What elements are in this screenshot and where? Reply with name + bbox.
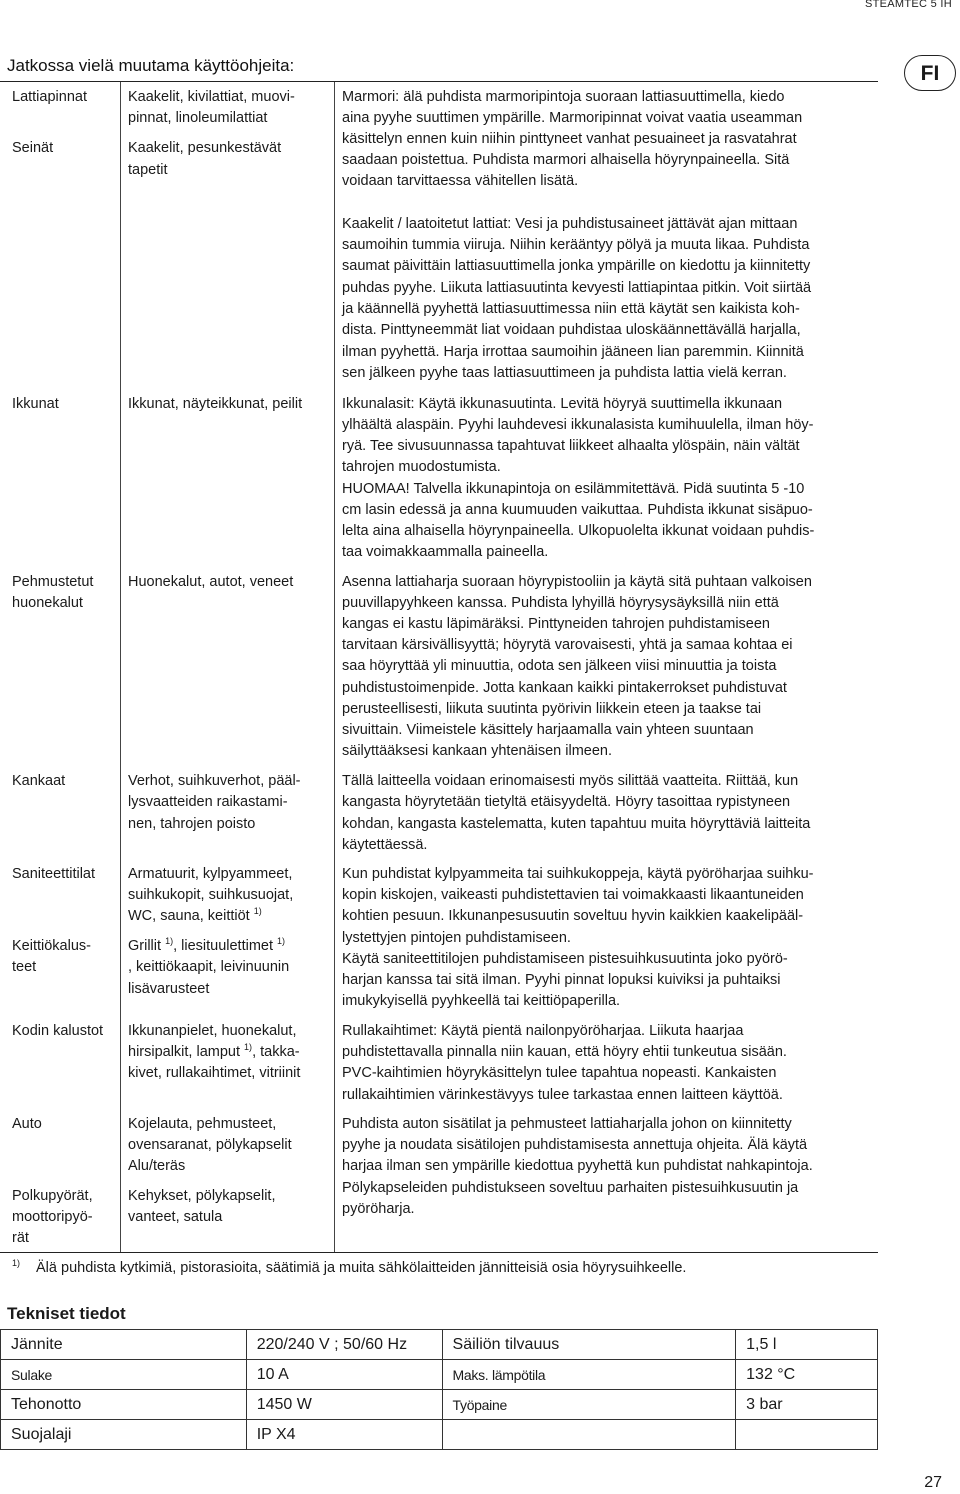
instruction-text: Tällä laitteella voidaan erinomaisesti myös silittää vaatteita. Riittää, kun	[342, 773, 799, 789]
instruction-text: cm lasin edessä ja anna kuumuuden vaikuttaa. Puhdista ikkunat sisäpuo-	[342, 502, 813, 518]
column-divider-2	[334, 82, 335, 1252]
spec-value: 132 °C	[736, 1360, 878, 1390]
instruction-text: saumat päivittäin lattiasuuttimella jonka ympärille on kiedottu ja kiinnitetty	[342, 258, 811, 274]
spec-value: IP X4	[246, 1420, 442, 1450]
material-text: suihkukopit, suihkusuojat,	[128, 887, 294, 903]
spec-label: Sulake	[1, 1360, 247, 1390]
surface-label: Ikkunat	[12, 396, 59, 412]
spec-label: Työpaine	[442, 1390, 736, 1420]
instruction-text: Käytä saniteettitilojen puhdistamiseen pistesuihkusuutinta joko pyörö-	[342, 951, 788, 967]
instruction-text: pyöröharja.	[342, 1201, 415, 1217]
material-text-content: hirsipalkit, lamput	[128, 1044, 241, 1060]
material-text-content: Grillit	[128, 938, 162, 954]
instruction-text: lystettyjen pintojen puhdistamiseen.	[342, 930, 571, 946]
surface-label: Kankaat	[12, 773, 66, 789]
instruction-text: HUOMAA! Talvella ikkunapintoja on esilämmitettävä. Pidä suutinta 5 -10	[342, 481, 805, 497]
material-text: Kaakelit, kivilattiat, muovi-	[128, 89, 295, 105]
footnote	[12, 1258, 686, 1280]
tech-specs-table	[0, 1329, 878, 1450]
instruction-text: lelta aina alhaisella höyrynpaineella. Ulkopuolelta ikkunat voidaan puhdis-	[342, 523, 815, 539]
material-text: vanteet, satula	[128, 1209, 223, 1225]
instruction-text: ilman pyyhettä. Harja irrottaa saumoihin jääneen lian paremmin. Kiinnitä	[342, 344, 804, 360]
material-text: Armatuurit, kylpyammeet,	[128, 866, 293, 882]
surface-label: teet	[12, 959, 37, 975]
material-text	[128, 906, 262, 927]
spec-label: Jännite	[1, 1330, 247, 1360]
table-row	[1, 1360, 878, 1390]
surface-label: Kodin kalustot	[12, 1023, 104, 1039]
footnote-ref: 1)	[244, 1042, 253, 1053]
instruction-text: PVC-kaihtimien höyrykäsittelyn tulee tapahtua nopeasti. Kankaisten	[342, 1065, 777, 1081]
material-text: Huonekalut, autot, veneet	[128, 574, 294, 590]
instruction-text: Pölykapseleiden puhdistukseen soveltuu parhaiten pistesuihkusuutin ja	[342, 1180, 799, 1196]
instruction-text: puuvillapyyhkeen kanssa. Puhdista lyhyillä höyrysysäyksillä niin että	[342, 595, 779, 611]
tech-specs-title: Tekniset tiedot	[7, 1304, 126, 1323]
spec-value: 1450 W	[246, 1390, 442, 1420]
spec-value: 220/240 V ; 50/60 Hz	[246, 1330, 442, 1360]
material-text	[128, 1042, 300, 1063]
instruction-text: Rullakaihtimet: Käytä pientä nailonpyöröharjaa. Liikuta haarjaa	[342, 1023, 744, 1039]
surface-label: Auto	[12, 1116, 42, 1132]
instruction-text: taa voimakkaammalla paineella.	[342, 544, 549, 560]
surface-label: Polkupyörät,	[12, 1188, 93, 1204]
surface-label: Keittiökalus-	[12, 938, 91, 954]
instruction-text: dista. Pinttyneemmät liat voidaan puhdistaa uloskäännettävällä harjalla,	[342, 322, 801, 338]
document-brand-header: STEAMTEC 5 IH	[864, 0, 952, 10]
material-text	[128, 936, 285, 957]
section-heading: Jatkossa vielä muutama käyttöohjeita:	[7, 56, 295, 75]
footnote-ref: 1)	[165, 936, 174, 947]
material-text: kivet, rullakaihtimet, vitriinit	[128, 1065, 301, 1081]
instruction-text: voidaan tarvittaessa vähitellen lisätä.	[342, 173, 579, 189]
surface-label: Lattiapinnat	[12, 89, 87, 105]
material-text: Ikkunat, näyteikkunat, peilit	[128, 396, 303, 412]
spec-value: 1,5 l	[736, 1330, 878, 1360]
spec-label	[442, 1420, 736, 1450]
spec-value	[736, 1420, 878, 1450]
table-row	[1, 1420, 878, 1450]
material-text: tapetit	[128, 162, 168, 178]
spec-value: 3 bar	[736, 1390, 878, 1420]
instruction-text: rullakaihtimien värinkestävyys tulee tarkastaa ennen laitteen käyttöä.	[342, 1087, 783, 1103]
instruction-text: pyyhe ja noudata sisätilojen puhdistamisesta annettuja ohjeita. Älä käytä	[342, 1137, 808, 1153]
footnote-ref: 1)	[253, 906, 262, 917]
instruction-text: ja käännellä pyyhettä lattiasuuttimessa niin että käytät sen kaikista koh-	[342, 301, 800, 317]
table-row	[1, 1330, 878, 1360]
material-text: Alu/teräs	[128, 1158, 186, 1174]
surface-label: moottoripyö-	[12, 1209, 93, 1225]
material-text: Kehykset, pölykapselit,	[128, 1188, 276, 1204]
material-text: Kaakelit, pesunkestävät	[128, 140, 282, 156]
material-text: lisävarusteet	[128, 981, 210, 997]
material-text: nen, tahrojen poisto	[128, 816, 256, 832]
material-text: Verhot, suihkuverhot, pääl-	[128, 773, 301, 789]
instruction-text: harjaa ilman sen ympärille kiedottua pyyhettä kun puhdistat nahkapintoja.	[342, 1158, 813, 1174]
instruction-text: Marmori: älä puhdista marmoripintoja suoraan lattiasuuttimella, kiedo	[342, 89, 785, 105]
material-text: lysvaatteiden raikastami-	[128, 794, 288, 810]
instruction-text: imukykyisellä pyyhkeellä tai keittiöpaperilla.	[342, 993, 621, 1009]
footnote-divider	[0, 1252, 878, 1253]
instruction-text: Asenna lattiaharja suoraan höyrypistooliin ja käytä sitä puhtaan valkoisen	[342, 574, 812, 590]
footnote-text: Älä puhdista kytkimiä, pistorasioita, säätimiä ja muita sähkölaitteiden jännitteisiä osia höyrysuihkeelle.	[36, 1260, 687, 1276]
instruction-text: saumoihin tummia viiruja. Niihin kerääntyy pölyä ja muuta likaa. Puhdista	[342, 237, 810, 253]
instruction-text: kangasta höyrytetään tietyltä etäisyydeltä. Höyry tasoittaa rypistyneen	[342, 794, 791, 810]
instruction-text: puhdas pyyhe. Liikuta lattiasuutinta kevyesti lattiapintaa pitkin. Voit siirtää	[342, 280, 812, 296]
surface-label: rät	[12, 1230, 29, 1246]
instruction-text: saadaan poistettua. Puhdista marmori alhaisella höyrynpaineella. Sitä	[342, 152, 790, 168]
language-badge: FI	[904, 55, 956, 91]
surface-label: Saniteettitilat	[12, 866, 96, 882]
table-row	[1, 1390, 878, 1420]
footnote-mark: 1)	[12, 1258, 21, 1268]
instruction-text: kopin kiskojen, vaikeasti puhdistettavien tai voimakkaasti likaantuneiden	[342, 887, 804, 903]
spec-label: Maks. lämpötila	[442, 1360, 736, 1390]
spec-label: Suojalaji	[1, 1420, 247, 1450]
spec-label: Säiliön tilvauus	[442, 1330, 736, 1360]
surface-label: huonekalut	[12, 595, 83, 611]
column-divider-1	[120, 82, 121, 1252]
material-text: , keittiökaapit, leivinuunin	[128, 959, 290, 975]
heading-divider	[0, 81, 878, 82]
material-text: Kojelauta, pehmusteet,	[128, 1116, 277, 1132]
instruction-text: tahrojen muodostumista.	[342, 459, 501, 475]
page-number: 27	[924, 1474, 942, 1491]
instruction-text: Puhdista auton sisätilat ja pehmusteet lattiaharjalla johon on kiinnitetty	[342, 1116, 792, 1132]
instruction-text: Ikkunalasit: Käytä ikkunasuutinta. Levitä höyryä suuttimella ikkunaan	[342, 396, 783, 412]
instruction-text: käytettäessä.	[342, 837, 428, 853]
instruction-text: säilyttääksesi kankaan yhtenäisen ilmeen.	[342, 743, 613, 759]
surface-label: Seinät	[12, 140, 54, 156]
instruction-text: sivuittain. Viimeistele käsittely harjaamalla vain yhteen suuntaan	[342, 722, 754, 738]
material-text-content: , liesituulettimet	[173, 938, 274, 954]
material-text: ovensaranat, pölykapselit	[128, 1137, 292, 1153]
instruction-text: ryä. Tee sivusuunnassa tapahtuvat liikkeet alhaalta ylöspäin, näin vältät	[342, 438, 800, 454]
instruction-text: kohtien pesuun. Ikkunanpesusuutin soveltuu hyvin kaikkien kaakelipääl-	[342, 908, 804, 924]
spec-value: 10 A	[246, 1360, 442, 1390]
material-text-content: WC, sauna, keittiöt	[128, 908, 250, 924]
material-text: Ikkunanpielet, huonekalut,	[128, 1023, 297, 1039]
surface-label: Pehmustetut	[12, 574, 94, 590]
instruction-text: saa höyryttää yli minuuttia, odota sen jälkeen viisi minuuttia ja toista	[342, 658, 777, 674]
instruction-text: käsittelyn ennen kuin niihin pinttyneet vanhat pesuaineet ja rasvatahrat	[342, 131, 797, 147]
instruction-text: tarvitaan kärsivällisyyttä; höyrytä varovaisesti, yhtä ja samaa kohtaa ei	[342, 637, 793, 653]
instruction-text: kohdan, kangasta kastelematta, kuten tapahtuu muita höyryttäviä laitteita	[342, 816, 811, 832]
instruction-text: Kun puhdistat kylpyammeita tai suihkukoppeja, käytä pyöröharjaa suihku-	[342, 866, 814, 882]
instruction-text: puhdistettavalla pinnalla niin kauan, että höyry ehtii tunkeutua sisään.	[342, 1044, 787, 1060]
footnote-ref: 1)	[277, 936, 286, 947]
instruction-text: ylhäältä alaspäin. Pyyhi lauhdevesi ikkunalasista kumihuulella, ilman höy-	[342, 417, 814, 433]
instruction-text: kangas ei kastu läpimäräksi. Pinttyneiden tahrojen puhdistamiseen	[342, 616, 770, 632]
material-text: pinnat, linoleumilattiat	[128, 110, 268, 126]
instruction-text: Kaakelit / laatoitetut lattiat: Vesi ja puhdistusaineet jättävät ajan mittaan	[342, 216, 798, 232]
spec-label: Tehonotto	[1, 1390, 247, 1420]
instruction-text: perusteellisesti, liikuta suutinta pyörivin liikkein eteen ja taakse tai	[342, 701, 762, 717]
instruction-text: sen jälkeen pyyhe taas lattiasuuttimeen ja puhdista lattia vielä kerran.	[342, 365, 787, 381]
instruction-text: harjan kanssa tai sitä ilman. Pyyhi pinnat lopuksi kuiviksi ja puhtaiksi	[342, 972, 781, 988]
material-text-content: , takka-	[252, 1044, 300, 1060]
instruction-text: aina pyyhe suuttimen ympärille. Marmoripinnat voivat vaatia useamman	[342, 110, 803, 126]
instruction-text: puhdistustoimenpide. Jotta kankaan kaikki pintakerrokset puhdistuvat	[342, 680, 787, 696]
